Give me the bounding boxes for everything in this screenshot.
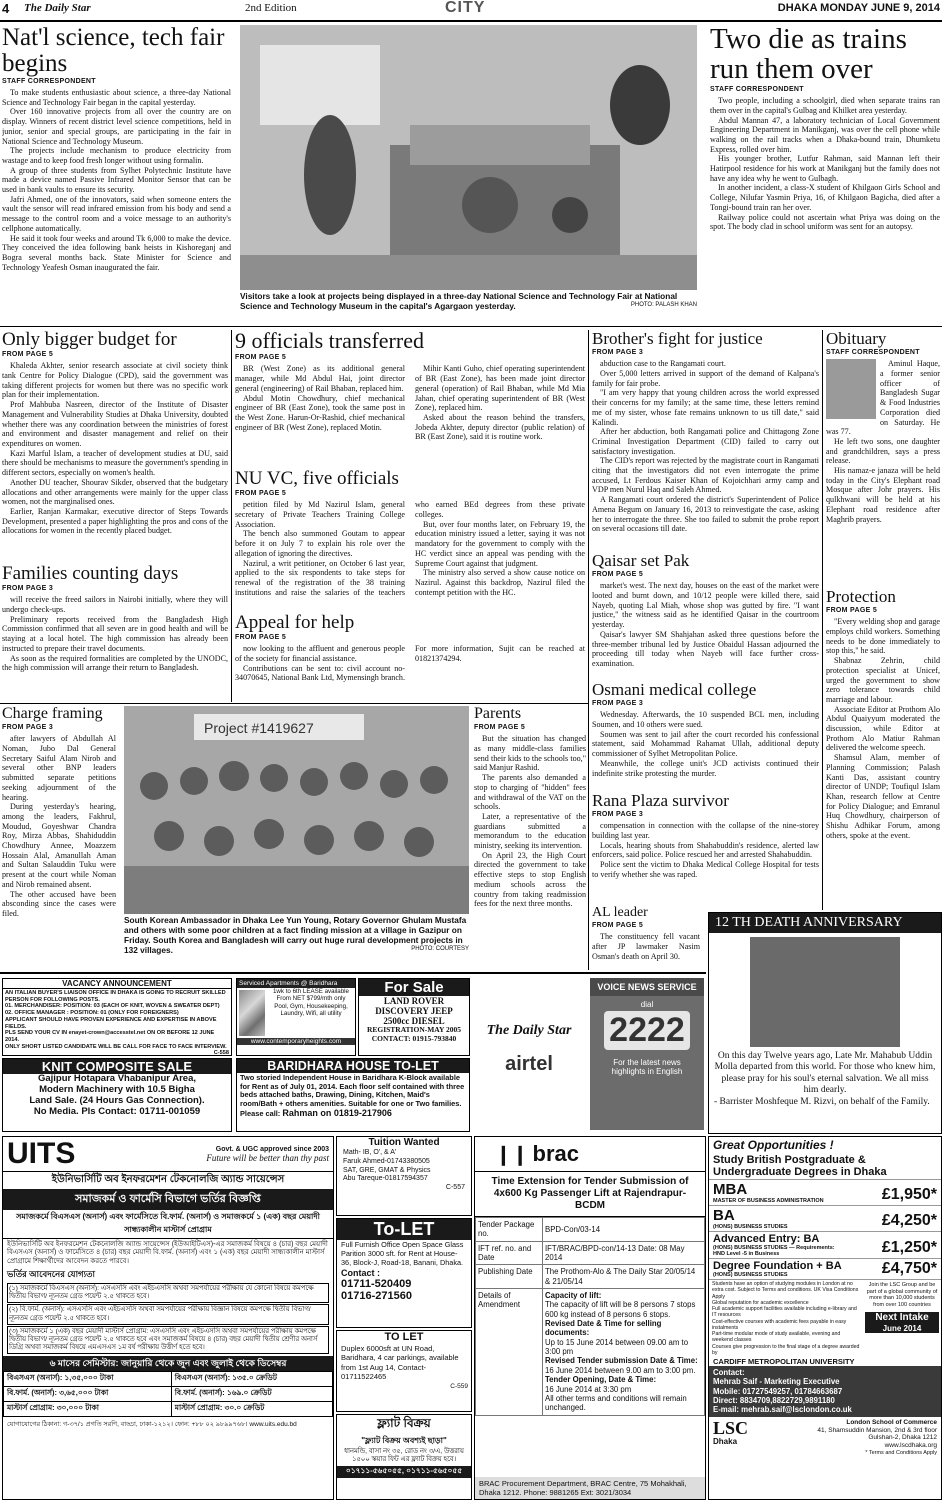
paragraph: Wednesday. Afterwards, the 10 suspended BCL men, including Soumen, and 10 others were sued.: [592, 710, 819, 730]
serviced-url[interactable]: www.contemporaryheights.com: [237, 1038, 355, 1045]
tolet-duplex-title: TO LET: [384, 1331, 424, 1343]
baridhara-body: Two storied Independent House in Baridhara K-Block available for Rent as of July 01, 2014. Each floor self contained with three beds attached baths, Drawing, Dining, Kitchen, Maid's room/Bath + others amenities. Suitable for one or Two families. Please call: Rahman on 01819-217906: [240, 1073, 465, 1119]
tolet-office-title: To-LET: [337, 1219, 471, 1240]
table-row: Details of Amendment Capacity of lift: The capacity of lift will be 8 persons 7 stops 600 kg instead of 8 persons 6 stops. Revised Date & Time for selling documents: Up to 15 June 2014 between 09.00 am to 3:00 pm Revised Tender submission Date & Time: 16 June 2014 between 9.00 am to 3:00 pm. Tender Opening, Date & Time: 16 June 2014 at 3:30 pm All other terms and conditions will remain unchanged.: [476, 1289, 705, 1415]
uits-approved: Govt. & UGC approved since 2003: [215, 1145, 329, 1153]
paragraph: The projects include mechanism to produce electricity from wastage and to keep food fresh longer without using formalin.: [2, 146, 231, 165]
tolet-office-phone: 01716-271560: [341, 1290, 412, 1303]
vacancy-ad: [2, 978, 232, 1056]
obituary-headline: Obituary: [826, 330, 887, 348]
paragraph: The bench also summoned Goutam to appear before it on July 7 to explain his role over the allegation of ignoring the directives.: [235, 529, 405, 558]
obituary-article: [826, 330, 940, 580]
top-section-rule: [0, 326, 942, 327]
tolet-duplex-code: C-559: [450, 1382, 468, 1390]
protection-article: [826, 588, 940, 910]
flat-sale-phone: ০১৭১১-৫৬৫০৫৫, ০১৭১১-৫৬৫০৫৫: [337, 1466, 471, 1478]
uits-bn-semester: ৬ মাসের সেমিস্টার: জানুয়ারি থেকে জুন এবং জুলাই থেকে ডিসেম্বর: [3, 1356, 333, 1371]
voice-foot: For the latest news highlights in English: [611, 1058, 683, 1076]
lsc-address: London School of Commerce 41, Shamsuddin Mansion, 2nd & 3rd floor Gulshan-2, Dhaka 1212 www.lscdhaka.org * Terms and Conditions Apply: [817, 1418, 937, 1456]
obituary-portrait: [826, 359, 876, 419]
tolet-duplex-ad: [336, 1330, 472, 1412]
uits-fee-table: [3, 1371, 333, 1417]
brother-byline: FROM PAGE 3: [592, 349, 644, 357]
uits-bn-head: সমাজকর্ম ও ফার্মেসি বিভাগে ভর্তির বিজ্ঞপ্তি: [3, 1189, 333, 1210]
uits-tagline: Future will be better than thy past: [206, 1152, 329, 1163]
lsc-bullets: Students have an option of studying modules in London at no extra cost. Subject to Terms and conditions. UK Visa Conditions Apply Global reputation for academic excellence Full academic support facilities available including e-library and IT resources Cost-effective courses with academic fees payable in easy instalments Part-time modular mode of study available, evening and weekend classes Courses give progression to the final stage of a degree awarded by: [712, 1281, 860, 1356]
paragraph: Prof Mahbuba Nasreen, director of the Institute of Disaster Management and Vulnerability Studies at Dhaka University, doubted whether there was any coordination between the ministries of forest and environment and disaster management and relief on their expenditures on women.: [2, 400, 228, 448]
serviced-title: Serviced Apartments @ Baridhara: [237, 979, 355, 988]
nuvc-byline: FROM PAGE 5: [235, 490, 287, 498]
nuvc-headline: NU VC, five officials: [235, 469, 399, 489]
charge-byline: FROM PAGE 3: [2, 724, 54, 732]
death-anniversary-sign: - Barrister Moshfeque M. Rizvi, on behalf of the Family.: [714, 1096, 930, 1107]
paragraph: Preliminary reports received from the Bangladesh High Commission confirmed that all seven are in good health and will be staying at a local hotel. The high commission has already been instructed to prepare their travel documents.: [2, 614, 228, 653]
korea-photo: [124, 706, 469, 914]
lsc-university: CARDIFF METROPOLITAN UNIVERSITY: [713, 1357, 855, 1366]
parents-byline: FROM PAGE 5: [474, 724, 526, 732]
tuition-title: Tuition Wanted: [368, 1137, 440, 1148]
appeal-article: [235, 613, 585, 703]
protection-headline: Protection: [826, 588, 896, 606]
paragraph: "I am very happy that young children across the world expressed their concerns for my family; at the same time, these letters remind me of my sister, whose fate remains unknown to us till date," said Kalindi.: [592, 388, 819, 427]
tolet-office-contact: Contact :: [341, 1268, 380, 1279]
lsc-logo: LSC Dhaka: [713, 1417, 749, 1446]
al-body: [592, 932, 700, 961]
brother-body: [592, 359, 819, 534]
paragraph: Jafri Ahmed, one of the innovators, said when someone enters the vault the sensor will read infrared emission from his body and send a message to the control room and a voice message to an authority's cellphone automatically.: [2, 194, 231, 233]
lsc-study: Study British Postgraduate & Undergraduate Degrees in Dhaka: [713, 1154, 887, 1179]
vacancy-body: AN ITALIAN BUYER'S LIAISON OFFICE IN DHAKA IS GOING TO RECRUIT SKILLED PERSON FOR FOLLOWING POSTS. 01. MERCHANDISER: POSITION: 03 (EACH OF KNIT, WOVEN & SWEATER DEPT) 02. OFFICE MANAGER : POSITION: 01 (ONLY FOR FOREIGNERS) APPLICANT SHOULD HAVE PROVEN EXPERIENCE AND EXPERTISE IN ABOVE FIELDS. PLS SEND YOUR CV IN enayet-crown@accesstel.net ON OR BEFORE 12 JUNE 2014. ONLY SHORT LISTED CANDIDATE WILL BE CALL FOR FACE TO FACE INTERVIEW. C-558: [5, 990, 229, 1056]
photo-credit: PHOTO: PALASH KHAN: [630, 301, 697, 308]
paragraph: He left two sons, one daughter and grandchildren, says a press release.: [826, 436, 940, 466]
uits-bn-qualification: ভর্তির আবেদনের যোগ্যতা: [7, 1269, 95, 1280]
lsc-courses: [709, 1179, 941, 1279]
crowd-illustration: [124, 706, 469, 914]
tolet-duplex-text: Duplex 6000sft at UN Road, Baridhara, 4 car parkings, available from 1st Aug 14, Contact-01711522465: [341, 1344, 459, 1382]
deceased-portrait: [750, 937, 900, 1047]
families-byline: FROM PAGE 3: [2, 585, 54, 593]
qaisar-byline: FROM PAGE 5: [592, 571, 644, 579]
lsc-contact: Contact: Mehrab Saif - Marketing Executive Mobile: 01727549257, 01784663687 Direct: 8834709,8822729,9891180 E-mail: mehrab.saif@lsclondon.co.uk: [709, 1366, 941, 1417]
science-article: [2, 25, 231, 325]
lsc-course-row: Degree Foundation + BA (HONS) BUSINESS STUDIES £4,750*: [709, 1258, 941, 1279]
paragraph: Shamsul Alam, member of Planning Commission; Palash Kanti Das, assistant country director of UNDP; Toufiqul Islam Khan, research fellow at Centre for Policy Dialogue; and Emranul Huq Chowdhury, chairperson of Shishu Adhikar Forum, among others, spoke at the event.: [826, 753, 940, 840]
edition-label: 2nd Edition: [245, 2, 297, 14]
charge-body: [2, 734, 116, 918]
lsc-course-row: MBA MASTER OF BUSINESS ADMINISTRATION £1,950*: [709, 1179, 941, 1205]
death-anniversary-title: 12 TH DEATH ANNIVERSARY: [709, 913, 941, 933]
paragraph: Kazi Marful Islam, a teacher of development studies at DU, said there should be mechanisms to measure the government's spending in different sectors, especially on women's health.: [2, 448, 228, 478]
uits-bn-sub: সমাজকর্মে বিএসএস (অনার্স) এবং ফার্মেসিতে বি.ফার্ম. (অনার্স) ও সমাজকর্মে ১ (এক) বছর মেয়াদী সান্ধ্যকালীন মাস্টার্স প্রোগ্রাম: [3, 1210, 333, 1239]
voice-news-ad: [474, 978, 704, 1130]
budget-article: [2, 330, 228, 562]
officials-headline: 9 officials transferred: [235, 330, 424, 353]
paragraph: after lawyers of Abdullah Al Noman, Jubo Dal General Secretary Saiful Alam Nirob and several other BNP leaders submitted separate petitions seeking adjournment of the hearing.: [2, 734, 116, 802]
paragraph: Over 5,000 letters arrived in support of the demand of Kalpana's family for fair probe.: [592, 369, 819, 388]
paper-logo: The Daily Star: [24, 2, 91, 14]
page-number: 4: [2, 1, 10, 16]
project-sign-text: Project #1419627: [204, 720, 314, 736]
paragraph: Abdul Mannan 47, a laboratory technician of Local Government Engineering Department in Manikganj, was over the cell phone while walking on the rail tracks when a Dhaka-bound train, Dhumketu Express, rolled over him.: [710, 115, 940, 154]
osmani-article: [592, 681, 819, 791]
charge-headline: Charge framing: [2, 706, 103, 722]
paragraph: Asked about the reason behind the transfers, Jobeda Akhter, deputy director (public relation) of BR (East Zone), said it is routine work.: [415, 412, 585, 442]
paragraph: Aminul Haque, a former senior officer of Bangladesh Sugar & Food Industries Corporation died on Saturday. He was 77.: [826, 359, 940, 437]
baridhara-phone: Rahman on 01819-217906: [282, 1108, 392, 1119]
masthead: [0, 0, 942, 20]
table-row: বিএসএস (অনার্স): ১,৩৫,০০০ টাকা বিএসএস (অনার্স): ১৩৫.০ ক্রেডিট: [4, 1372, 333, 1387]
paragraph: Railway police could not ascertain what Priya was doing on the spot. The body clad in school uniform was sent for an autopsy.: [710, 212, 940, 232]
paragraph: Earlier, Ranjan Karmakar, executive director of Steps Towards Development, presented a paper highlighting the pros and cons of the allocations for women in the recently placed budget.: [2, 506, 228, 536]
budget-headline: Only bigger budget for: [2, 330, 177, 350]
paragraph: During yesterday's hearing, among the leaders, Fakhrul, Moudud, Goyeshwar Chandra Roy, Mirza Abbas, Shahiduddin Chowdhury Annee, Moazzem Hossain Alal, Amanullah Aman and Sultan Salauddin Tuku were present at the court while Noman and Nirob remained absent.: [2, 802, 116, 889]
paragraph: will receive the freed sailors in Nairobi initially, where they will undergo check-ups.: [2, 595, 228, 615]
families-article: [2, 564, 228, 702]
paragraph: But the situation has changed as many middle-class families send their kids to the schools too," said Manjur Rashid.: [474, 734, 586, 773]
science-photo: [240, 25, 697, 290]
uits-address: যোগাযোগের ঠিকানা: গ-৩৭/১ প্রগতি সরণি, বাড্ডা, ঢাকা-১২১২। ফোন: +৮৮ ০২ ৯৮৯৯৭৬৮। www.uits.edu.bd: [7, 1421, 297, 1429]
uits-bn-body: ইউনিভার্সিটি অব ইনফরমেশন টেকনোলজি অ্যান্ড সায়েন্সেস (ইউআইটিএস)-এর সমাজকর্ম বিষয়ে ৪ (চার) বছর মেয়াদী বিএসএস (অনার্স) ও ফার্মেসিতে ৪ (চার) বছর মেয়াদী বি.ফার্ম. (অনার্স) এবং ১ (এক) বছর মেয়াদী সান্ধ্যকালীন মাস্টার্স প্রোগ্রামে শিক্ষার্থীদের আবেদন করতে পারবে।: [7, 1241, 328, 1265]
table-row: মাস্টার্স প্রোগ্রাম: ৩০,০০০ টাকা মাস্টার্স প্রোগ্রাম: ৩০.০ ক্রেডিট: [4, 1402, 333, 1417]
table-row: IFT ref. no. and Date IFT/BRAC/BPD-con/14-13 Date: 08 May 2014: [476, 1241, 705, 1265]
flat-sale-sub: "ফ্ল্যাট বিক্রয় অবশ্যই ছাড়া": [361, 1436, 447, 1445]
voice-paper-logo: The Daily Star: [486, 1023, 572, 1038]
families-headline: Families counting days: [2, 564, 179, 584]
voice-number[interactable]: 2222: [604, 1011, 690, 1050]
lsc-intake: Next Intake June 2014: [865, 1312, 939, 1334]
lsc-course-row: Advanced Entry: BA (HONS) BUSINESS STUDIES — Requirements: HND Level -5 in Business £1,250*: [709, 1231, 941, 1258]
col-rule: [822, 330, 823, 910]
nuvc-article: [235, 469, 585, 609]
uits-header: [3, 1137, 333, 1172]
rana-byline: FROM PAGE 3: [592, 811, 644, 819]
paragraph: now looking to the affluent and generous people of the society for financial assistance.: [235, 644, 405, 664]
appeal-headline: Appeal for help: [235, 613, 355, 633]
paragraph: Shabnaz Zehrin, child protection specialist at Unicef, urged the government to show zero tolerance towards child marriage and labour.: [826, 656, 940, 704]
tolet-office-phone: 01711-520409: [341, 1278, 412, 1291]
rana-headline: Rana Plaza survivor: [592, 792, 729, 810]
parents-article: [474, 706, 586, 968]
paragraph: Qaisar's lawyer SM Shahjahan asked three questions before the three-member tribunal led by Justice Obaidul Hassan adjourned the proceeding till today when Nayeb will face further cross-examination.: [592, 629, 819, 668]
paragraph: But, over four months later, on February 19, the education ministry issued a letter, saying it was not mandatory for the government to comply with the HC verdict since an appeal was pending with the Supreme Court against that judgment.: [415, 519, 585, 568]
families-body: [2, 595, 228, 673]
osmani-headline: Osmani medical college: [592, 681, 757, 699]
photo-credit: PHOTO: COURTESY: [411, 945, 469, 952]
for-sale-title: For Sale: [359, 979, 469, 996]
paragraph: After her abduction, both Rangamati police and Chittagong Zone Criminal Investigation Department (CID) failed to carry out satisfactory investigation.: [592, 427, 819, 456]
paragraph: In another incident, a class-X student of Khilgaon Girls School and College, Nilufar Yasmin Priya, 16, of Khilgaon Bagicha, died after a Tongi-bound train ran her over.: [710, 183, 940, 212]
trains-article: [710, 25, 940, 327]
charge-article: [2, 706, 116, 968]
qaisar-article: [592, 552, 819, 680]
paragraph: A Rangamati court ordered the district's Superintendent of Police Amena Begum on January 16, 2013 to reinvestigate the case, asking her to interrogate the three. She too failed to submit the probe report on several occasions till date.: [592, 495, 819, 534]
paragraph: His younger brother, Lutfur Rahman, said Mannan left their Hatirpool residence for his work at Manikganj but the family does not have any idea why he went to Gulbagh.: [710, 154, 940, 183]
paragraph: Meanwhile, the college unit's JCD activists continued their indefinite strike protesting the murder.: [592, 758, 819, 778]
tuition-ad: [336, 1136, 472, 1216]
dateline: DHAKA MONDAY JUNE 9, 2014: [777, 2, 940, 14]
paragraph: Over 160 innovative projects from all over the country are on display. Winners of recent district level science competitions, held in junior, senior and special groups, are participating in the fair in National Science and Technology Museum.: [2, 107, 231, 146]
paragraph: Mihir Kanti Guho, chief operating superintendent of BR (East Zone), has been made joint director general (operation) of Rail Bhaban, while Md Mia Jahan, chief operating superintendent of BR (West Zone), replaced him.: [415, 364, 585, 413]
tolet-office-text: Full Furnish Office Open Space Glass Parition 3000 sft. for Rent at House-36, Block-J, Road-18, Banani, Dhaka.: [341, 1240, 464, 1267]
ads-top-rule: [0, 972, 706, 974]
paragraph: The other accused have been absconding since the cases were filed.: [2, 889, 116, 918]
appeal-body: [235, 644, 585, 683]
masthead-rule: [0, 20, 942, 22]
rana-article: [592, 792, 819, 904]
paragraph: The constituency fell vacant after JP lawmaker Nasim Osman's death on April 30.: [592, 932, 700, 961]
col-rule: [588, 330, 589, 970]
apartment-photo: [239, 990, 265, 1036]
al-headline: AL leader: [592, 906, 648, 920]
serviced-body: 1wk to 6th LEASE available From NET $799/mth only Pool, Gym, Housekeeping, Laundry, Wifi, all utility: [272, 988, 349, 1018]
paragraph: Nazirul, a writ petitioner, on October 6 last year, applied to the six respondents to take steps for renewal of the registration of the 38 training institutions and raise the salaries of the teachers who earned BEd degrees from these private colleges.: [235, 500, 585, 597]
osmani-body: [592, 710, 819, 778]
section-label: CITY: [445, 0, 486, 16]
paragraph: compensation in connection with the collapse of the nine-storey building last year.: [592, 821, 819, 841]
officials-article: [235, 330, 585, 466]
budget-byline: FROM PAGE 5: [2, 351, 54, 359]
brac-footer: BRAC Procurement Department, BRAC Centre, 75 Mohakhali, Dhaka 1212. Phone: 9881265 Ext: 3021/3034: [475, 1477, 705, 1499]
paragraph: "Every welding shop and garage employs child workers. Something needs to be done immediately to stop this," he said.: [826, 617, 940, 656]
al-byline: FROM PAGE 5: [592, 922, 644, 930]
paragraph: The CID's report was rejected by the magistrate court in Rangamati citing that the investigators did not even interrogate the prime accused, Lt Ferdous Kaiser Khan of Kojoichhari army camp and VDP men Nurul Haq and Saleh Ahmed.: [592, 456, 819, 495]
paragraph: To make students enthusiastic about science, a three-day National Science and Technology Fair began in the capital yesterday.: [2, 88, 231, 107]
qaisar-body: [592, 581, 819, 668]
flat-sale-title: ফ্ল্যাট বিক্রয়: [377, 1416, 431, 1430]
protection-body: [826, 617, 940, 840]
korea-caption: South Korean Ambassador in Dhaka Lee Yun Young, Rotary Governor Ghulam Mustafa and others with some poor children at a fact finding mission at a village in Gazipur on Friday. South Korea and Bangladesh will carry out huge rural development projects in 132 villages. PHOTO: COURTESY: [124, 916, 469, 955]
science-body: [2, 88, 231, 272]
paragraph: Another DU teacher, Shourav Sikder, observed that the budgetary allocations and other arrangements were mainly for the upper class women, not the marginalised ones.: [2, 477, 228, 507]
airtel-logo: airtel: [505, 1053, 553, 1075]
qaisar-headline: Qaisar set Pak: [592, 552, 690, 570]
osmani-byline: FROM PAGE 3: [592, 700, 644, 708]
paragraph: The parents also demanded a stop to charging of "hidden" fees and withdrawal of the VAT on the schools.: [474, 773, 586, 812]
death-anniversary-ad: [708, 912, 942, 1134]
brother-headline: Brother's fight for justice: [592, 330, 763, 348]
trains-byline: STAFF CORRESPONDENT: [710, 86, 804, 94]
paragraph: Police sent the victim to Dhaka Medical College Hospital for tests to verify whether she was raped.: [592, 860, 819, 879]
parents-headline: Parents: [474, 706, 522, 722]
brac-amendment: Capacity of lift: The capacity of lift will be 8 persons 7 stops 600 kg instead of 8 persons 6 stops. Revised Date & Time for selling documents: Up to 15 June 2014 between 09.00 am to 3:00 pm Revised Tender submission Date & Time: 16 June 2014 between 9.00 am to 3:00 pm. Tender Opening, Date & Time: 16 June 2014 at 3:30 pm All other terms and conditions will remain unchanged.: [543, 1289, 705, 1415]
lsc-ad: [708, 1136, 942, 1500]
serviced-apartments-ad: [236, 978, 356, 1056]
paragraph: abduction case to the Rangamati court.: [600, 359, 726, 369]
officials-body: [235, 364, 585, 442]
paragraph: A group of three students from Sylhet Polytechnic Institute have made a device named Passive Infrared Monitor Sensor that can be used in bank vaults to ensure its security.: [2, 165, 231, 195]
lsc-info: [709, 1279, 941, 1357]
officials-byline: FROM PAGE 5: [235, 354, 287, 362]
paragraph: BR (West Zone) as its additional general manager, while Md Abdul Hai, joint director general (engineering) of Rail Bhaban, replaced him.: [235, 364, 405, 393]
paragraph: The ministry also served a show cause notice on Nazirul. Against this backdrop, Nazirul filed the contempt petition with the HC.: [415, 568, 585, 597]
brac-title: Time Extension for Tender Submission of 4x600 Kg Passenger Lift at Rajendrapur-BCDM: [475, 1172, 705, 1217]
protection-byline: FROM PAGE 5: [826, 607, 878, 615]
al-article: [592, 906, 700, 970]
uits-logo: UITS: [7, 1137, 76, 1170]
obituary-byline: STAFF CORRESPONDENT: [826, 349, 920, 357]
for-sale-ad: [358, 978, 470, 1056]
paragraph: Soumen was sent to jail after the court recorded his confessional statement, said Mohammad Rahamat Ullah, additional deputy commissioner of Sylhet Metropolitan Police.: [592, 729, 819, 759]
paragraph: Abdul Motin Chowdhury, chief mechanical engineer of BR (East Zone), took the same post in the West Zone. Harun-Or-Rashid, chief mechanical engineer of BR (West Zone), replaced Motin.: [235, 393, 405, 432]
paragraph: Two people, including a schoolgirl, died when separate trains ran them over in the capital's Gulbag and Khilket area yesterday.: [710, 96, 940, 115]
flat-sale-ad: [336, 1414, 472, 1500]
trains-body: [710, 96, 940, 232]
science-byline: STAFF CORRESPONDENT: [2, 78, 96, 85]
budget-body: [2, 361, 228, 536]
knit-body: Gajipur Hotapara Vhabanipur Area, Modern Machinery with 10.5 Bigha Land Sale. (24 Hours Gas Connection). No Media. Pls Contact: 01711-001059: [29, 1073, 205, 1117]
lsc-side: Join the LSC Group and be part of a global community of more than 10,000 students from over 100 countries Next Intake June 2014: [866, 1282, 938, 1333]
lsc-top: Great Opportunities !: [713, 1138, 834, 1152]
brac-tender-ad: [474, 1136, 706, 1500]
lsc-footer: [709, 1417, 941, 1459]
paragraph: On April 23, the High Court directed the government to take effective steps to stop English medium schools across the country from taking readmission fees for the next three months.: [474, 850, 586, 909]
paragraph: His namaz-e janaza will be held today in the City's Elephant road Mosque after Johr prayers. His qulkhwani will be held at his Elephant road residence after Maghrib prayers.: [826, 466, 940, 524]
voice-dial-label: dial: [640, 1000, 654, 1009]
lsc-course-row: BA (HONS) BUSINESS STUDIES £4,250*: [709, 1205, 941, 1231]
table-row: Publishing Date The Prothom-Alo & The Daily Star 20/05/14 & 21/05/14: [476, 1265, 705, 1289]
tolet-office-ad: [336, 1218, 472, 1328]
baridhara-title: BARIDHARA HOUSE TO-LET: [237, 1059, 469, 1073]
col-rule: [231, 330, 232, 702]
mid-section-rule: [0, 703, 588, 704]
appeal-byline: FROM PAGE 5: [235, 634, 287, 642]
for-sale-body: LAND ROVER DISCOVERY JEEP 2500cc DIESEL REGISTRATION-MAY 2005 CONTACT: 01915-793840: [366, 996, 462, 1043]
paragraph: Khaleda Akhter, senior research associate at civil society think tank Centre for Policy Dialogue (CPD), said the government was taking different projects for women but there was no specific work plan for their implementation.: [2, 361, 228, 400]
machine-illustration: [240, 25, 697, 290]
paragraph: market's west. The next day, houses on the east of the market were looted and burnt down, and 10/12 people were killed there, said Nayeb, quoting Lal Miah, whose shop was gutted by fire. "I want justice," the witness said as he identified Qaisar in the courtroom yesterday.: [592, 581, 819, 630]
paragraph: Locals, hearing shouts from Shahabuddin's residence, alerted law enforcers, said police. Police rescued her and arrested Shahabuddin.: [592, 840, 819, 860]
brac-logo: ❙❙ brac: [475, 1137, 705, 1172]
baridhara-house-ad: [236, 1058, 470, 1132]
table-row: বি.ফার্ম. (অনার্স): ৩,৬৫,০০০ টাকা বি.ফার্ম. (অনার্স): ১৬৯.০ ক্রেডিট: [4, 1387, 333, 1402]
brother-article: [592, 330, 819, 550]
nuvc-body: [235, 500, 585, 597]
tuition-body: Math- IB, O', & A' Faruk Ahmed-01743380505 SAT, GRE, GMAT & Physics Abu Tareque-01817594357 C-557: [343, 1149, 465, 1191]
paragraph: Later, a representative of the guardians submitted a memorandum to the education ministry, seeking its intervention.: [474, 811, 586, 851]
death-anniversary-text: On this day Twelve years ago, Late Mr. Mahabub Uddin Molla departed from this world. For those who knew him, please pray for his soul's eternal salvation. We all miss him dearly.: [714, 1051, 936, 1096]
science-caption: Visitors take a look at projects being displayed in a three-day National Science and Technology Fair at National Science and Technology Museum in the capital's Agargaon yesterday. PHOTO: PALASH KHAN: [240, 292, 697, 311]
paragraph: As soon as the required formalities are completed by the UNODC, the high commission will arrange their return to Bangladesh.: [2, 653, 228, 673]
flat-sale-text: ধানমন্ডি, বাসা নং ৩৫, রোড নং ৩/এ, উত্তরায় ১৫০০ স্কয়ার ফিট এর ফ্ল্যাট বিক্রয় হবে।: [344, 1448, 464, 1464]
uits-bn-items: (১) সমাজকর্মে বিএসএস (অনার্স): এসএসসি এবং এইচএসসি অথবা সমপর্যায়ের পরীক্ষায় যে কোনো বিষয়ে কমপক্ষে দ্বিতীয় বিভাগ/ ন্যূনতম গ্রেড পয়েন্ট ২.৫ থাকতে হবে। (২) বি.ফার্ম. (অনার্স): এসএসসি এবং এইচএসসি অথবা সমপর্যায়ের পরীক্ষায় বিজ্ঞান বিষয়ে কমপক্ষে দ্বিতীয় বিভাগ/ ন্যূনতম গ্রেড পয়েন্ট ২.৫ থাকতে হবে। (৩) সমাজকর্মে ১ (এক) বছর মেয়াদী মাস্টার্স প্রোগ্রাম: এসএসসি এবং এইচএসসি অথবা সমপর্যায়ের পরীক্ষায় কমপক্ষে দ্বিতীয় বিভাগ/ ন্যূনতম গ্রেড পয়েন্ট ২.৫ থাকতে হবে এবং সমাজকর্ম বিষয়ে ৪ (চার) বছর মেয়াদী দ্বিতীয় শ্রেণীর অনার্স ডিগ্রি অথবা সমাজকর্ম বিষয়ে এমএসএস ১ম বর্ষ পরীক্ষায় উত্তীর্ণ হতে হবে।: [3, 1283, 333, 1354]
paragraph: petition filed by Md Nazirul Islam, general secretary of Private Teachers Training College Association.: [235, 500, 405, 529]
voice-news-title: VOICE NEWS SERVICE: [590, 978, 704, 996]
brac-table: [475, 1217, 705, 1416]
trains-headline: Two die as trains run them over: [710, 25, 907, 85]
parents-body: [474, 734, 586, 909]
rana-body: [592, 821, 819, 879]
uits-bn-title: ইউনিভার্সিটি অব ইনফরমেশন টেকনোলজি অ্যান্ড সায়েন্সেস: [51, 1174, 285, 1185]
vacancy-title: VACANCY ANNOUNCEMENT: [3, 979, 231, 989]
paragraph: Associate Editor at Prothom Alo Abdul Quaiyyum moderated the discussion, while Editor at Prothom Alo Matiur Rahman delivered the welcome speech.: [826, 704, 940, 753]
voice-news-left: [474, 978, 584, 1130]
knit-title: KNIT COMPOSITE SALE: [3, 1059, 231, 1074]
knit-composite-ad: [2, 1058, 232, 1132]
science-headline: Nat'l science, tech fair begins: [2, 25, 225, 77]
voice-news-panel: [590, 978, 704, 1130]
paragraph: He said it took four weeks and around Tk 6,000 to make the device. They conceived the idea following bank heists in Kishoreganj and Bogra several months back. State Minister for Science and Technology Yeafesh Osman inaugurated the fair.: [2, 233, 231, 272]
paragraph: Contributions can be sent to: civil account no- 34070645, National Bank Ltd, Mymensingh branch. For more information, Sujit can be reached at 01821374294.: [235, 644, 585, 683]
brac-logo-icon: ❙❙: [495, 1143, 529, 1166]
uits-ad: [2, 1136, 334, 1500]
table-row: Tender Package no. BPD-Con/03-14: [476, 1218, 705, 1242]
